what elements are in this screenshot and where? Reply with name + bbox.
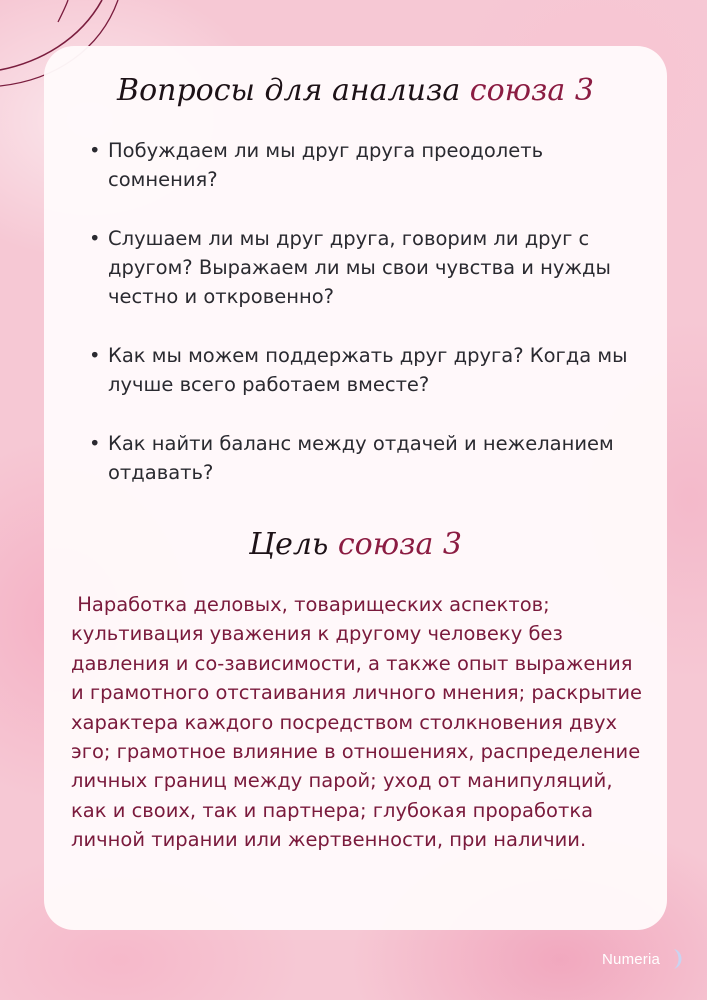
question-text: Как найти баланс между отдачей и нежеланием отдавать? [108,432,614,484]
goal-title-accent: союза 3 [337,527,463,562]
content-card [44,46,667,930]
questions-title [44,73,667,108]
bullet-icon: • [89,344,101,367]
list-item [89,136,638,194]
bullet-icon: • [89,139,101,162]
question-text: Слушаем ли мы друг друга, говорим ли друг с другом? Выражаем ли мы свои чувства и нужды честно и откровенно? [108,227,611,308]
brand-logo: Numeria [602,951,661,968]
questions-title-main: Вопросы для анализа [117,73,461,108]
list-item [89,224,638,311]
goal-title [44,527,667,562]
moon-icon [670,948,686,970]
questions-list [89,136,638,517]
bullet-icon: • [89,227,101,250]
question-text: Побуждаем ли мы друг друга преодолеть сомнения? [108,139,544,191]
questions-title-accent: союза 3 [469,73,594,108]
list-item [89,341,638,399]
goal-title-main: Цель [248,527,329,562]
bullet-icon: • [89,432,101,455]
goal-paragraph: Наработка деловых, товарищеских аспектов; культивация уважения к другому человеку без давления и со-зависимости, а также опыт выражения и грамотного отстаивания личного мнения; раскрытие характера каждого посредством столкновения двух эго; грамотное влияние в отношениях, распределение личных границ между парой; уход от манипуляций, как и своих, так и партнера; глубокая проработка личной тирании или жертвенности, при наличии. [71,593,649,852]
question-text: Как мы можем поддержать друг друга? Когда мы лучше всего работаем вместе? [108,344,628,396]
list-item [89,429,638,487]
